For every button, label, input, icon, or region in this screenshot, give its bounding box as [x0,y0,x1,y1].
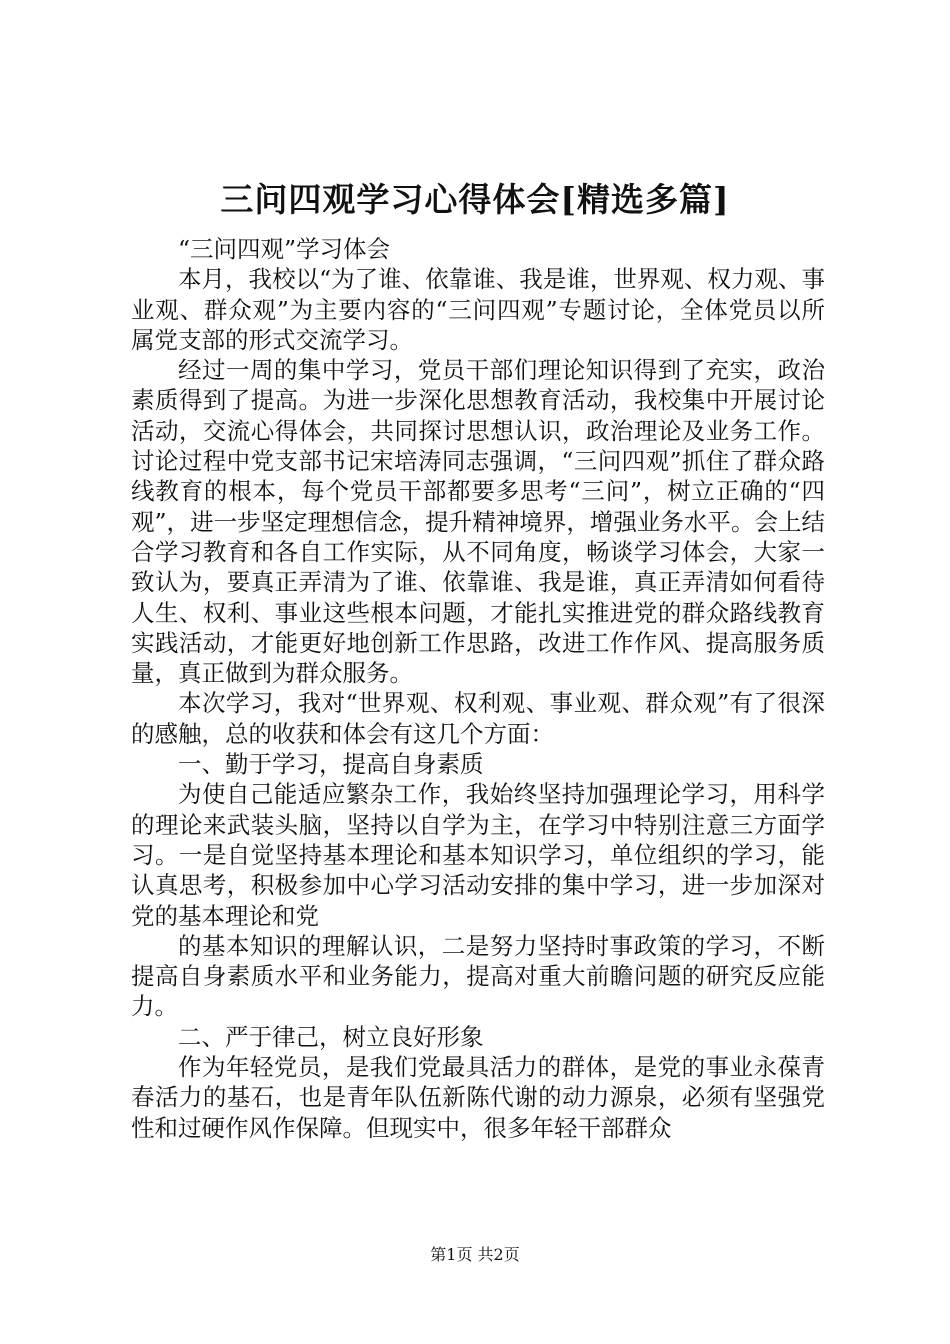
paragraph-subtitle: “三问四观”学习体会 [178,235,391,263]
paragraph: 本月，我校以“为了谁、依靠谁、我是谁，世界观、权力观、事业观、群众观”为主要内容的“三问四观”专题讨论，全体党员以所属党支部的形式交流学习。 [131,265,825,354]
section-heading: 二、严于律己，树立良好形象 [178,1022,484,1051]
page-footer: 第1页 共2页 [430,1245,520,1264]
paragraph: 的基本知识的理解认识，二是努力坚持时事政策的学习，不断提高自身素质水平和业务能力，提高对重大前瞻问题的研究反应能力。 [131,931,825,1021]
document-title: 三问四观学习心得体会[精选多篇] [220,180,730,219]
paragraph: 经过一周的集中学习，党员干部们理论知识得到了充实，政治素质得到了提高。为进一步深化思想教育活动，我校集中开展讨论活动，交流心得体会，共同探讨思想认识，政治理论及业务工作。讨论过程中党支部书记宋培涛同志强调，“三问四观”抓住了群众路线教育的根本，每个党员干部都要多思考“三问”，树立正确的“四观”，进一步坚定理想信念，提升精神境界，增强业务水平。会上结合学习教育和各自工作实际，从不同角度，畅谈学习体会，大家一致认为，要真正弄清为了谁、依靠谁、我是谁，真正弄清如何看待人生、权利、事业这些根本问题，才能扎实推进党的群众路线教育实践活动，才能更好地创新工作思路，改进工作作风、提高服务质量，真正做到为群众服务。 [131,356,825,688]
document-body [131,234,825,1143]
paragraph: 为使自己能适应繁杂工作，我始终坚持加强理论学习，用科学的理论来武装头脑，坚持以自学为主，在学习中特别注意三方面学习。一是自觉坚持基本理论和基本知识学习，单位组织的学习，能认真思考，积极参加中心学习活动安排的集中学习，进一步加深对党的基本理论和党 [131,780,825,930]
paragraph: 作为年轻党员，是我们党最具活力的群体，是党的事业永葆青春活力的基石，也是青年队伍新陈代谢的动力源泉，必须有坚强党性和过硬作风作保障。但现实中，很多年轻干部群众 [131,1053,825,1142]
paragraph: 本次学习，我对“世界观、权利观、事业观、群众观”有了很深的感触，总的收获和体会有这几个方面： [131,689,825,748]
section-heading: 一、勤于学习，提高自身素质 [178,750,484,779]
